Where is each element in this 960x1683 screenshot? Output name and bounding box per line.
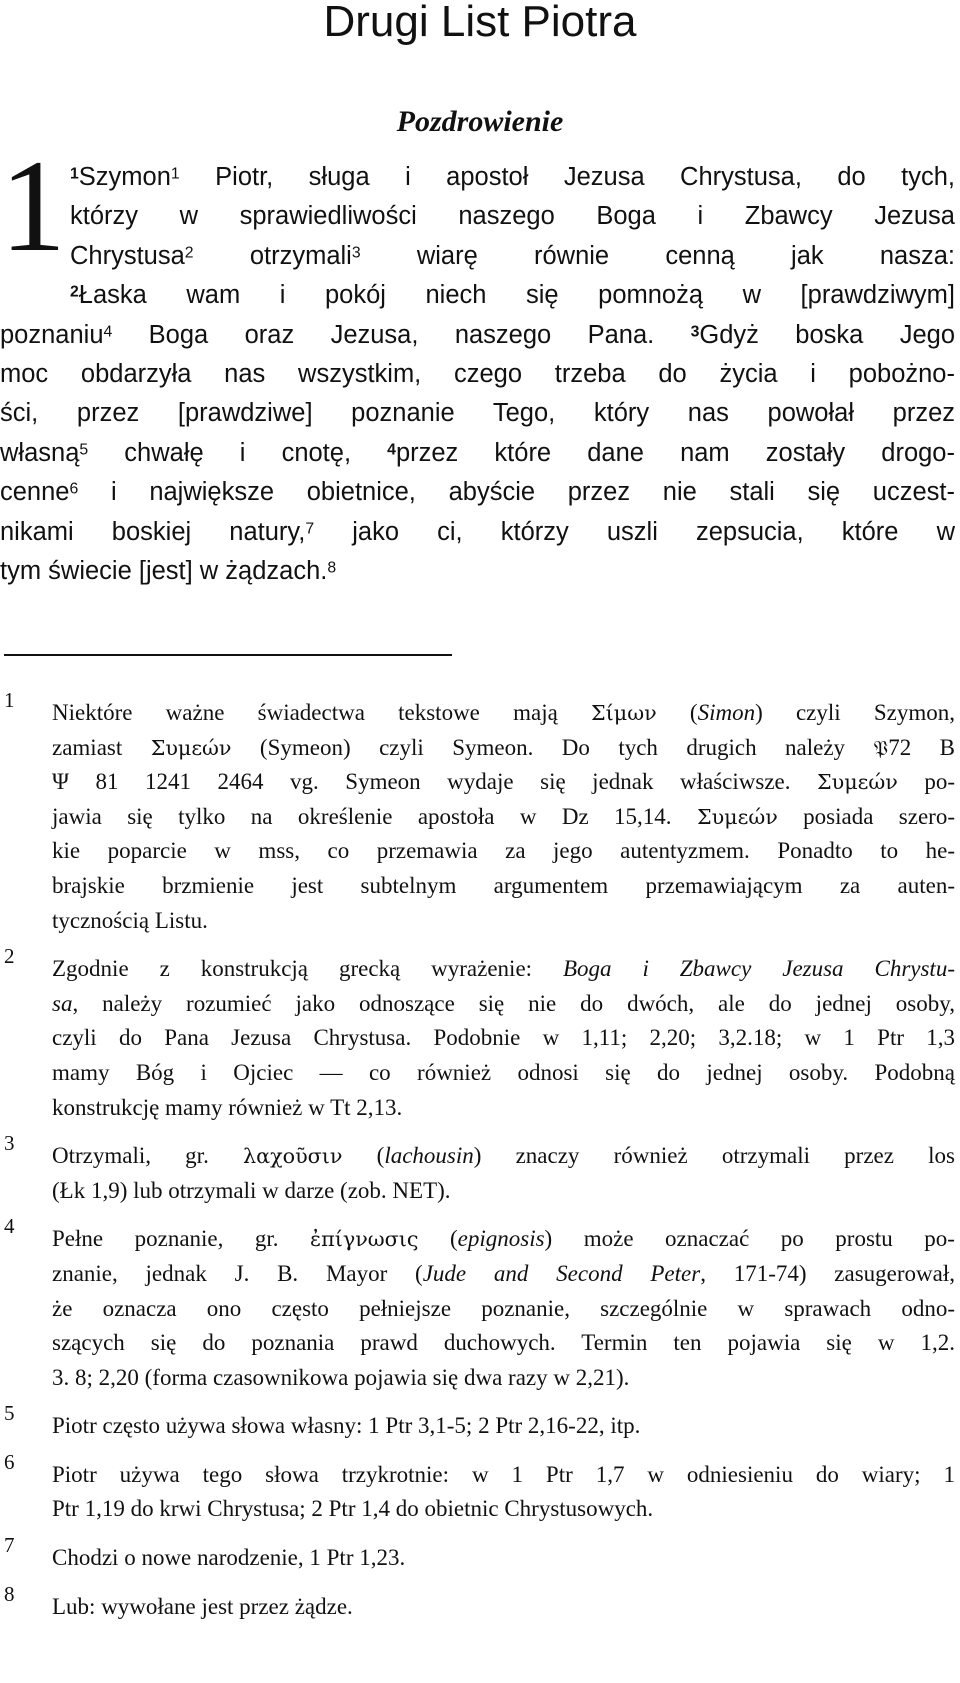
footnote-ref[interactable]: 5 <box>79 441 89 459</box>
text-line <box>52 987 955 1022</box>
text-span: tym świecie [jest] w żądzach. <box>0 557 328 586</box>
text-line: Piotr często używa słowa własny: 1 Ptr 3,1-5; 2 Ptr 2,16-22, itp. <box>52 1413 641 1439</box>
text-span: Otrzymali, gr. <box>52 1143 243 1169</box>
footnote-ref[interactable]: 4 <box>103 323 113 340</box>
text-line <box>52 800 955 835</box>
text-span: znanie, jednak J. B. Mayor ( <box>52 1260 423 1286</box>
footnote-number: 6 <box>4 1449 15 1474</box>
text-line <box>0 158 955 197</box>
text-line: ści, przez [prawdziwe] poznanie Tego, który nas powołał przez <box>0 399 955 428</box>
footnote-ref[interactable]: 1 <box>170 165 180 183</box>
text-span: Niektóre ważne świadectwa tekstowe mają <box>52 700 592 725</box>
text-line: kie poparcie w mss, co przemawia za jego autentyzmem. Ponadto to he- <box>52 838 955 864</box>
text-line: (Łk 1,9) lub otrzymali w darze (zob. NET). <box>52 1177 451 1203</box>
footnote-ref[interactable]: 2 <box>184 244 194 262</box>
text-line <box>52 1139 955 1174</box>
footnote-1 <box>0 688 956 938</box>
text-line <box>0 434 955 473</box>
text-line <box>0 552 955 591</box>
text-span: i największe obietnice, abyście przez nie stali się uczest- <box>78 478 955 507</box>
text-line: moc obdarzyła nas wszystkim, czego trzeba do życia i pobożno- <box>0 360 955 389</box>
footnote-number: 4 <box>4 1214 15 1239</box>
greek-word: Σίμων <box>591 701 657 725</box>
book-title: Jude and Second Peter <box>422 1260 701 1286</box>
text-span: 72 B <box>888 734 956 760</box>
text-line: Chodzi o nowe narodzenie, 1 Ptr 1,23. <box>52 1545 406 1571</box>
text-line: mamy Bóg i Ojciec — co również odnosi się do jednej osoby. Podobną <box>52 1059 955 1085</box>
text-line <box>52 1257 955 1292</box>
greek-word: Συμεών <box>817 770 898 795</box>
footnote-4 <box>0 1214 955 1395</box>
text-span: (Symeon) czyli Symeon. Do tych drugich należy <box>231 734 874 760</box>
text-span: jako ci, którzy uszli zepsucia, które w <box>314 517 956 546</box>
text-span: , 171-74) zasugerował, <box>700 1260 955 1286</box>
footnote-5 <box>0 1401 955 1444</box>
text-line: Ptr 1,19 do krwi Chrystusa; 2 Ptr 1,4 do obietnic Chrystusowych. <box>52 1496 654 1522</box>
text-span: wiarę równie cenną jak nasza: <box>360 241 955 270</box>
text-line <box>52 696 955 731</box>
footnote-7 <box>0 1533 955 1576</box>
text-line: że oznacza ono często pełniejsze poznanie, szczególnie w sprawach odno- <box>52 1295 955 1321</box>
text-span: Pełne poznanie, gr. <box>52 1226 311 1252</box>
text-span: chwałę i cnotę, <box>88 438 388 467</box>
text-span: jawia się tylko na określenie apostoła w Dz 15,14. <box>52 803 697 829</box>
footnote-number: 8 <box>4 1581 15 1606</box>
text-span: , należy rozumieć jako odnoszące się nie do dwóch, ale do jednej osoby, <box>72 990 955 1016</box>
text-line <box>0 473 955 512</box>
text-span: ( <box>656 700 698 725</box>
footnote-number: 1 <box>4 688 15 712</box>
chapter-number: 1 <box>0 132 66 279</box>
verse-number: 1 <box>70 165 79 183</box>
text-span: posiada szero- <box>777 803 955 829</box>
text-span: po- <box>897 769 955 795</box>
text-span: ( <box>342 1143 385 1169</box>
greek-word: λαχοῦσιν <box>243 1144 343 1169</box>
footnote-3 <box>0 1131 955 1208</box>
verse-number: 4 <box>387 441 396 459</box>
greek-word: Συμεών <box>150 735 232 760</box>
footnote-number: 3 <box>4 1131 15 1156</box>
text-line: konstrukcję mamy również w Tt 2,13. <box>52 1094 403 1120</box>
verse-number: 3 <box>690 323 700 340</box>
text-span: Chrystusa <box>70 241 185 270</box>
verse-number: 2 <box>70 283 79 301</box>
text-span: Piotr, sługa i apostoł Jezusa Chrystusa, do tych, <box>179 163 955 191</box>
text-line <box>52 731 955 766</box>
footnote-ref[interactable]: 3 <box>351 244 361 262</box>
text-span: Szymon <box>78 163 171 191</box>
text-span: Gdyż boska Jego <box>699 320 955 349</box>
footnote-separator <box>4 654 452 656</box>
text-line <box>0 316 955 355</box>
text-span: Ψ 81 1241 2464 vg. Symeon wydaje się jednak właściwsze. <box>52 769 817 795</box>
greek-word: Συμεών <box>696 804 778 829</box>
footnote-body <box>52 696 955 938</box>
footnote-number: 2 <box>4 944 15 969</box>
text-line: tycznością Listu. <box>52 907 208 933</box>
text-span: własną <box>0 438 80 467</box>
text-span: nikami boskiej natury, <box>0 517 306 546</box>
footnote-8 <box>0 1581 955 1625</box>
footnote-body <box>52 1139 955 1208</box>
footnote-body <box>52 1541 955 1576</box>
text-line: 3. 8; 2,20 (forma czasownikowa pojawia się dwa razy w 2,21). <box>52 1364 630 1390</box>
footnote-body <box>52 1409 955 1444</box>
footnote-6 <box>0 1449 955 1527</box>
text-span: ( <box>418 1226 458 1252</box>
text-span: ) może oznaczać po prostu po- <box>544 1226 955 1252</box>
papyrus-symbol: 𝔓 <box>873 735 889 760</box>
text-span: przez które dane nam zostały drogo- <box>395 438 955 467</box>
footnote-ref[interactable]: 8 <box>327 559 337 577</box>
italic-phrase: sa <box>52 990 73 1016</box>
section-heading: Pozdrowienie <box>396 105 564 138</box>
transliteration: lachousin <box>384 1143 474 1169</box>
footnote-body <box>52 952 955 1125</box>
text-span: zamiast <box>52 734 151 760</box>
text-span: ) czyli Szymon, <box>755 700 955 725</box>
footnote-body <box>52 1458 955 1527</box>
footnote-body <box>52 1590 955 1625</box>
transliteration: epignosis <box>457 1226 545 1252</box>
text-line: brajskie brzmienie jest subtelnym argumentem przemawiającym za auten- <box>52 872 955 898</box>
text-span: cenne <box>0 478 70 507</box>
text-line: którzy w sprawiedliwości naszego Boga i Zbawcy Jezusa <box>70 202 955 231</box>
text-span: Boga oraz Jezusa, naszego Pana. <box>112 320 691 349</box>
italic-phrase: Boga i Zbawcy Jezusa Chrystu- <box>562 956 955 982</box>
greek-word: ἐπίγνωσις <box>310 1227 419 1252</box>
text-line <box>52 952 955 987</box>
text-line <box>52 765 955 800</box>
text-span: ) znaczy również otrzymali przez los <box>473 1143 955 1169</box>
main-text <box>0 158 955 591</box>
footnote-number: 5 <box>4 1401 15 1426</box>
text-line: Lub: wywołane jest przez żądze. <box>52 1593 353 1619</box>
document-title: Drugi List Piotra <box>323 0 637 46</box>
footnotes <box>0 688 956 1638</box>
text-line <box>0 237 955 276</box>
text-span: poznaniu <box>0 320 104 349</box>
text-span: Zgodnie z konstrukcją grecką wyrażenie: <box>52 956 563 982</box>
text-line <box>52 1222 955 1257</box>
text-span: otrzymali <box>193 241 352 270</box>
text-line <box>0 513 955 552</box>
text-line: szących się do poznania prawd duchowych. Termin ten pojawia się w 1,2. <box>52 1330 955 1356</box>
text-span: Łaska wam i pokój niech się pomnożą w [prawdziwym] <box>78 281 955 310</box>
text-line <box>0 276 955 315</box>
footnote-number: 7 <box>4 1533 15 1558</box>
footnote-body <box>52 1222 955 1395</box>
text-line: czyli do Pana Jezusa Chrystusa. Podobnie w 1,11; 2,20; 3,2.18; w 1 Ptr 1,3 <box>52 1025 955 1051</box>
transliteration: Simon <box>697 700 756 725</box>
text-line: Piotr używa tego słowa trzykrotnie: w 1 Ptr 1,7 w odniesieniu do wiary; 1 <box>52 1461 955 1487</box>
footnote-2 <box>0 944 955 1125</box>
footnote-ref[interactable]: 7 <box>305 520 315 538</box>
footnote-ref[interactable]: 6 <box>69 480 79 498</box>
